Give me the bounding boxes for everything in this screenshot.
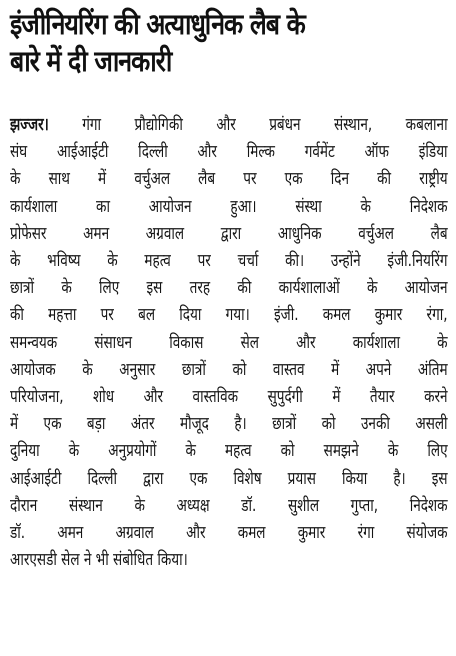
headline-line-1: इंजीनियरिंग की अत्याधुनिक लैब के	[10, 7, 305, 41]
body-line-1-text: गंगा प्रौद्योगिकी और प्रबंधन संस्थान, कबलाना	[82, 115, 448, 135]
body-line-13: दुनिया के अनुप्रयोगों के महत्व को समझने के लिए	[10, 441, 448, 462]
body-line-6: के भविष्य के महत्व पर चर्चा की। उन्होंने इंजी.नियरिंग	[10, 251, 448, 272]
body-line-7: छात्रों के लिए इस तरह की कार्यशालाओं के आयोजन	[10, 278, 448, 299]
body-line-4: कार्यशाला का आयोजन हुआ। संस्था के निदेशक	[10, 196, 448, 217]
body-line-3: के साथ में वर्चुअल लैब पर एक दिन की राष्ट्रीय	[10, 169, 448, 190]
body-line-1	[10, 112, 448, 139]
headline-line-2: बारे में दी जानकारी	[10, 44, 172, 78]
body-line-9: समन्वयक संसाधन विकास सेल और कार्यशाला के	[10, 332, 448, 353]
body-line-17: आरएसडी सेल ने भी संबोधित किया।	[10, 550, 188, 571]
body-line-16: डॉ. अमन अग्रवाल और कमल कुमार रंगा संयोजक	[10, 523, 448, 544]
headline	[10, 6, 443, 80]
body-line-14: आईआईटी दिल्ली द्वारा एक विशेष प्रयास किया है। इस	[10, 468, 448, 489]
body-line-2: संघ आईआईटी दिल्ली और मिल्क गर्वमेंट ऑफ इंडिया	[10, 142, 448, 163]
article-body	[10, 112, 448, 574]
body-line-15: दौरान संस्थान के अध्यक्ष डॉ. सुशील गुप्ता, निदेशक	[10, 495, 448, 516]
body-line-11: परियोजना, शोध और वास्तविक सुपुर्दगी में तैयार करने	[10, 387, 448, 408]
body-line-12: में एक बड़ा अंतर मौजूद है। छात्रों को उनकी असली	[10, 414, 448, 435]
body-line-5: प्रोफेसर अमन अग्रवाल द्वारा आधुनिक वर्चुअल लैब	[10, 223, 448, 244]
body-line-8: की महत्ता पर बल दिया गया। इंजी. कमल कुमार रंगा,	[10, 305, 448, 326]
dateline: झज्जर।	[10, 115, 49, 135]
body-line-10: आयोजक के अनुसार छात्रों को वास्तव में अपने अंतिम	[10, 359, 448, 380]
